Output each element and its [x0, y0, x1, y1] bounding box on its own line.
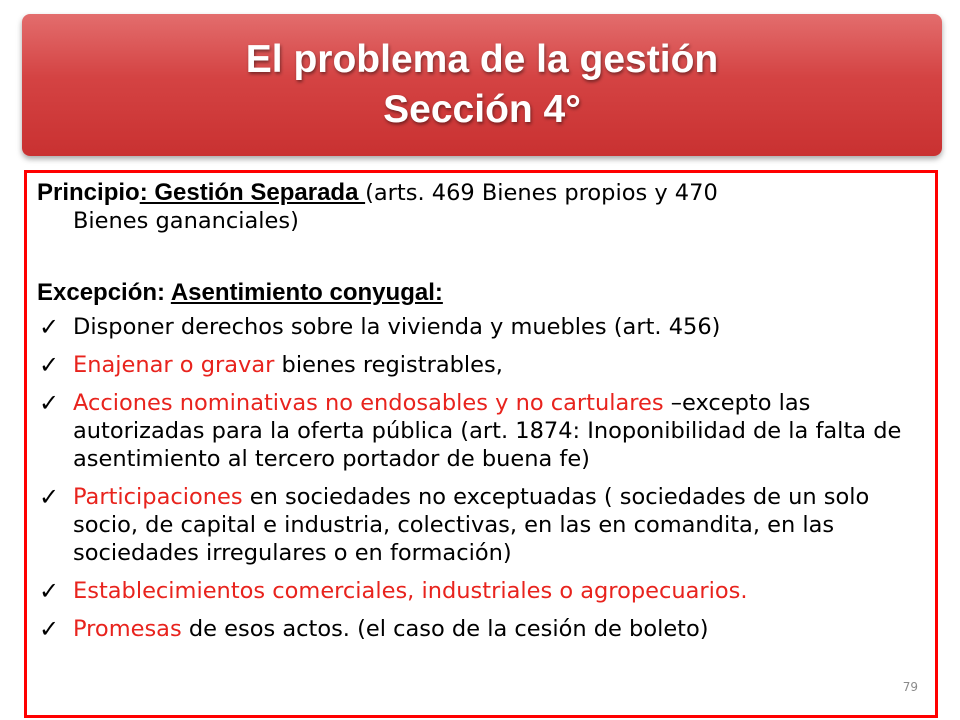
bullet-highlight: Acciones nominativas no endosables y no cartulares — [73, 390, 664, 416]
bullet-highlight: Participaciones — [73, 484, 243, 510]
bullet-text: en sociedades no exceptuadas ( sociedades de un solo socio, de capital e industria, colectivas, en las en comandita, en las sociedades irregulares o en formación) — [73, 484, 870, 566]
slide-content — [37, 179, 917, 643]
bullet-highlight: Establecimientos comerciales, industriales o agropecuarios. — [73, 578, 748, 604]
list-item — [37, 313, 917, 341]
exception-name: Asentimiento conyugal: — [170, 279, 443, 306]
exception-label: Excepción: — [37, 279, 171, 306]
bullet-text: bienes registrables, — [274, 352, 503, 378]
bullet-text: –excepto las autorizadas para la oferta pública (art. 1874: Inoponibilidad de la falta de asentimiento al tercero portador de buena fe) — [73, 390, 902, 472]
checkmark-icon: ✓ — [39, 483, 60, 511]
bullet-text: Disponer derechos sobre la vivienda y muebles (art. 456) — [73, 314, 721, 340]
bullet-highlight: Enajenar o gravar — [73, 352, 275, 378]
page-number: 79 — [902, 680, 918, 694]
checkmark-icon: ✓ — [39, 615, 60, 643]
slide-title-banner — [22, 14, 942, 156]
exception-heading — [37, 279, 917, 307]
checkmark-icon: ✓ — [39, 577, 60, 605]
list-item — [37, 615, 917, 643]
slide-content-frame — [24, 170, 938, 718]
principle-articles-cont: Bienes gananciales) — [73, 208, 299, 234]
list-item — [37, 389, 917, 473]
slide-title-line-2: Sección 4° — [383, 88, 581, 131]
slide-title-line-1: El problema de la gestión — [245, 38, 719, 81]
list-item — [37, 351, 917, 379]
checkmark-icon: ✓ — [39, 313, 60, 341]
bullet-highlight: Promesas — [73, 616, 182, 642]
principle-label: Principio — [37, 179, 140, 206]
checkmark-icon: ✓ — [39, 389, 60, 417]
bullet-text: de esos actos. (el caso de la cesión de boleto) — [181, 616, 709, 642]
principle-paragraph — [37, 179, 917, 235]
list-item — [37, 483, 917, 567]
principle-name: : Gestión Separada — [139, 179, 366, 206]
principle-articles: (arts. 469 Bienes propios y 470 — [365, 180, 718, 206]
checkmark-icon: ✓ — [39, 351, 60, 379]
list-item — [37, 577, 917, 605]
